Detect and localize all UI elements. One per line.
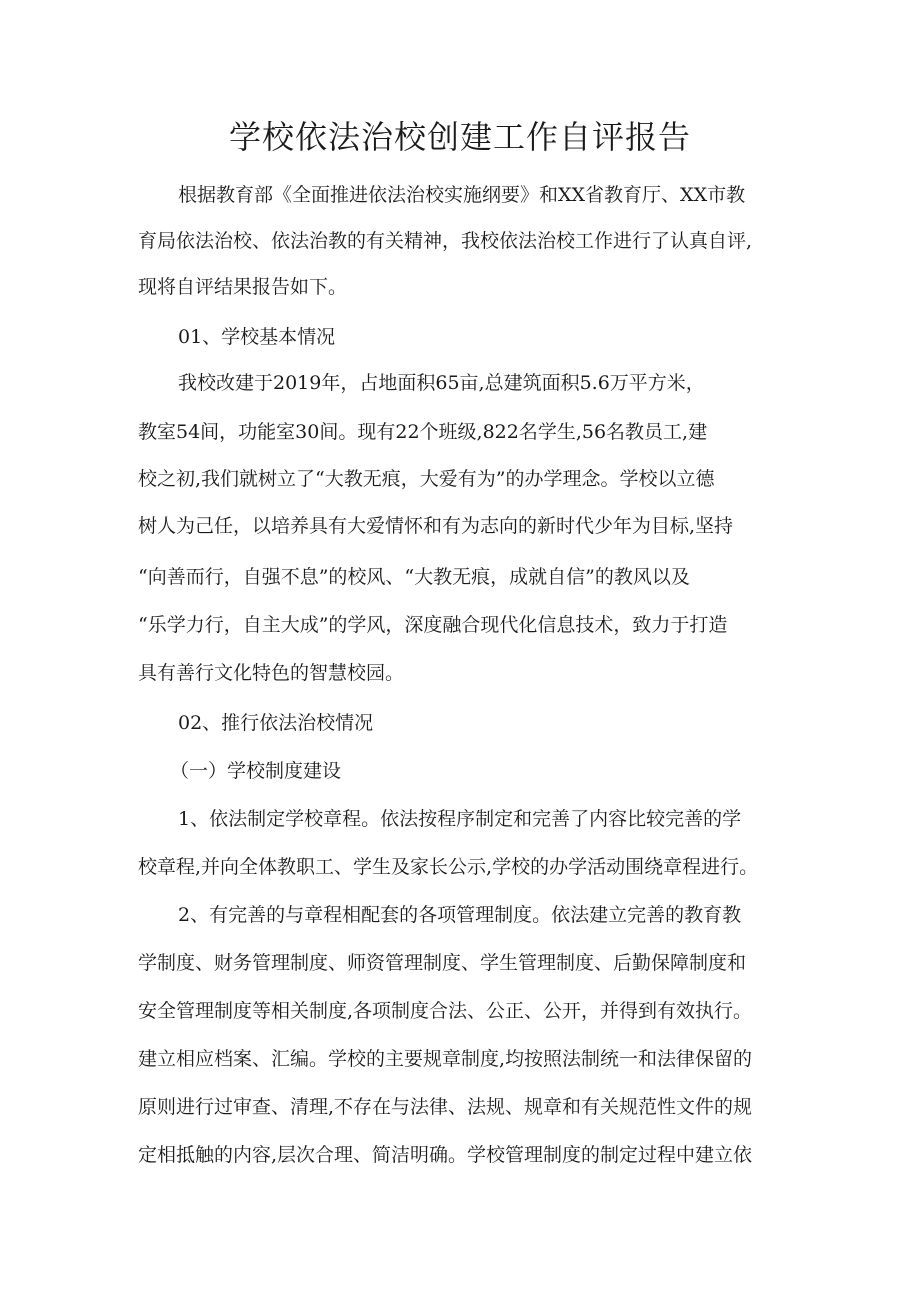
paragraph-line: 学制度、财务管理制度、师资管理制度、学生管理制度、后勤保障制度和 bbox=[138, 952, 747, 974]
paragraph-line: 现将自评结果报告如下。 bbox=[138, 276, 348, 298]
subsection-heading: （一）学校制度建设 bbox=[170, 760, 342, 782]
paragraph-line: 教室54间，功能室30间。现有22个班级,822名学生,56名教员工,建 bbox=[138, 421, 708, 443]
paragraph-line: 育局依法治校、依法治教的有关精神，我校依法治校工作进行了认真自评, bbox=[138, 230, 753, 252]
paragraph-line: “乐学力行，自主大成”的学风，深度融合现代化信息技术，致力于打造 bbox=[138, 614, 728, 636]
paragraph-line: 原则进行过审查、清理,不存在与法律、法规、规章和有关规范性文件的规 bbox=[138, 1096, 753, 1118]
paragraph-line: 根据教育部《全面推进依法治校实施纲要》和XX省教育厅、XX市教 bbox=[178, 184, 746, 206]
paragraph-line: 建立相应档案、汇编。学校的主要规章制度,均按照法制统一和法律保留的 bbox=[138, 1048, 753, 1070]
document-title: 学校依法治校创建工作自评报告 bbox=[228, 118, 691, 156]
section-heading: 01、学校基本情况 bbox=[178, 326, 336, 348]
paragraph-line: 校之初,我们就树立了“大教无痕，大爱有为”的办学理念。学校以立德 bbox=[138, 468, 715, 490]
paragraph-line: 定相抵触的内容,层次合理、简洁明确。学校管理制度的制定过程中建立依 bbox=[138, 1144, 753, 1166]
paragraph-line: 1、依法制定学校章程。依法按程序制定和完善了内容比较完善的学 bbox=[178, 808, 742, 830]
paragraph-line: 具有善行文化特色的智慧校园。 bbox=[138, 662, 405, 684]
paragraph-line: 安全管理制度等相关制度,各项制度合法、公正、公开，并得到有效执行。 bbox=[138, 1000, 753, 1022]
paragraph-line: 2、有完善的与章程相配套的各项管理制度。依法建立完善的教育教 bbox=[178, 904, 742, 926]
paragraph-line: “向善而行，自强不息”的校风、“大教无痕，成就自信”的教风以及 bbox=[138, 566, 690, 588]
paragraph-line: 我校改建于2019年，占地面积65亩,总建筑面积5.6万平方米， bbox=[178, 372, 705, 394]
paragraph-line: 校章程,并向全体教职工、学生及家长公示,学校的办学活动围绕章程进行。 bbox=[138, 856, 759, 878]
section-heading: 02、推行依法治校情况 bbox=[178, 712, 374, 734]
paragraph-line: 树人为己任，以培养具有大爱情怀和有为志向的新时代少年为目标,坚持 bbox=[138, 515, 734, 537]
